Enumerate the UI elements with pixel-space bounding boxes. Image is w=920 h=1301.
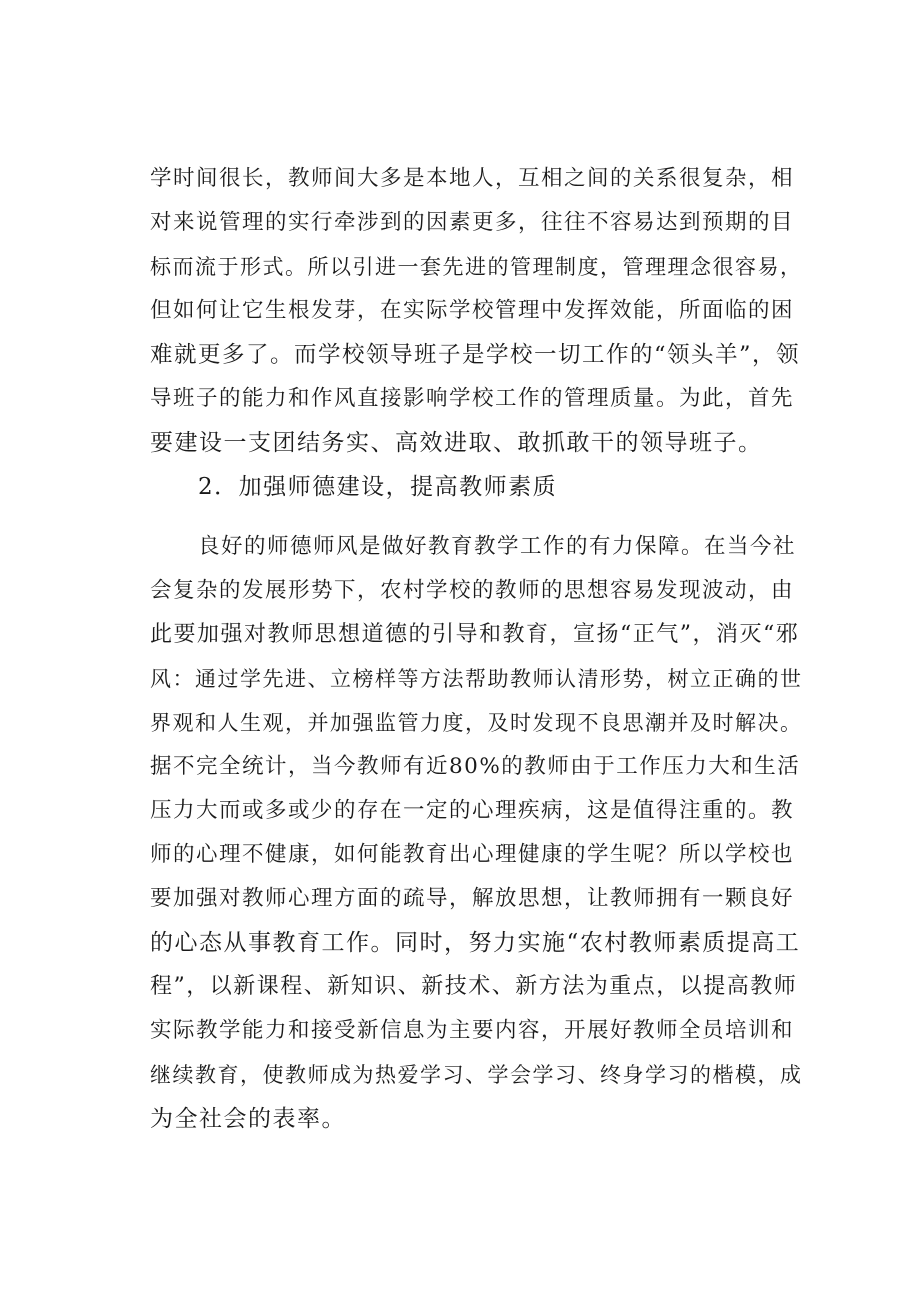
paragraph-1-line-2: 对来说管理的实行牵涉到的因素更多，往往不容易达到预期的目 bbox=[150, 210, 795, 235]
paragraph-2-line-9: 要加强对教师心理方面的疏导，解放思想，让教师拥有一颗良好 bbox=[150, 886, 795, 911]
paragraph-2-line-6: 据不完全统计，当今教师有近80%的教师由于工作压力大和生活 bbox=[150, 754, 801, 779]
paragraph-1-line-3: 标而流于形式。所以引进一套先进的管理制度，管理理念很容易， bbox=[150, 255, 803, 279]
paragraph-2-line-1: 良好的师德师风是做好教育教学工作的有力保障。在当今社 bbox=[198, 534, 797, 559]
paragraph-2-line-12: 实际教学能力和接受新信息为主要内容，开展好教师全员培训和 bbox=[150, 1018, 795, 1043]
paragraph-1-line-7: 要建设一支团结务实、高效进取、敢抓敢干的领导班子。 bbox=[150, 430, 763, 456]
paragraph-2-line-14: 为全社会的表率。 bbox=[150, 1106, 346, 1132]
paragraph-2-line-3: 此要加强对教师思想道德的引导和教育，宣扬“正气”，消灭“邪 bbox=[150, 622, 800, 647]
paragraph-2-line-13: 继续教育，使教师成为热爱学习、学会学习、终身学习的楷模，成 bbox=[150, 1063, 803, 1087]
paragraph-2-line-11: 程”，以新课程、新知识、新技术、新方法为重点，以提高教师 bbox=[150, 974, 798, 999]
paragraph-1-line-1: 学时间很长，教师间大多是本地人，互相之间的关系很复杂，相 bbox=[150, 166, 795, 191]
paragraph-1-line-6: 导班子的能力和作风直接影响学校工作的管理质量。为此，首先 bbox=[150, 386, 795, 411]
paragraph-2-line-8: 师的心理不健康，如何能教育出心理健康的学生呢？所以学校也 bbox=[150, 842, 795, 867]
paragraph-2-line-7: 压力大而或多或少的存在一定的心理疾病，这是值得注重的。教 bbox=[150, 798, 795, 823]
paragraph-2-line-10: 的心态从事教育工作。同时，努力实施“农村教师素质提高工 bbox=[150, 930, 801, 956]
paragraph-1-line-5: 难就更多了。而学校领导班子是学校一切工作的“领头羊”，领 bbox=[150, 342, 801, 368]
paragraph-1-line-4: 但如何让它生根发芽，在实际学校管理中发挥效能，所面临的困 bbox=[150, 298, 795, 323]
paragraph-2-line-2: 会复杂的发展形势下，农村学校的教师的思想容易发现波动，由 bbox=[150, 578, 795, 603]
section-heading: 2．加强师德建设，提高教师素质 bbox=[198, 474, 558, 500]
paragraph-2-line-5: 界观和人生观，并加强监管力度，及时发现不良思潮并及时解决。 bbox=[150, 711, 803, 735]
paragraph-2-line-4: 风：通过学先进、立榜样等方法帮助教师认清形势，树立正确的世 bbox=[150, 667, 803, 691]
